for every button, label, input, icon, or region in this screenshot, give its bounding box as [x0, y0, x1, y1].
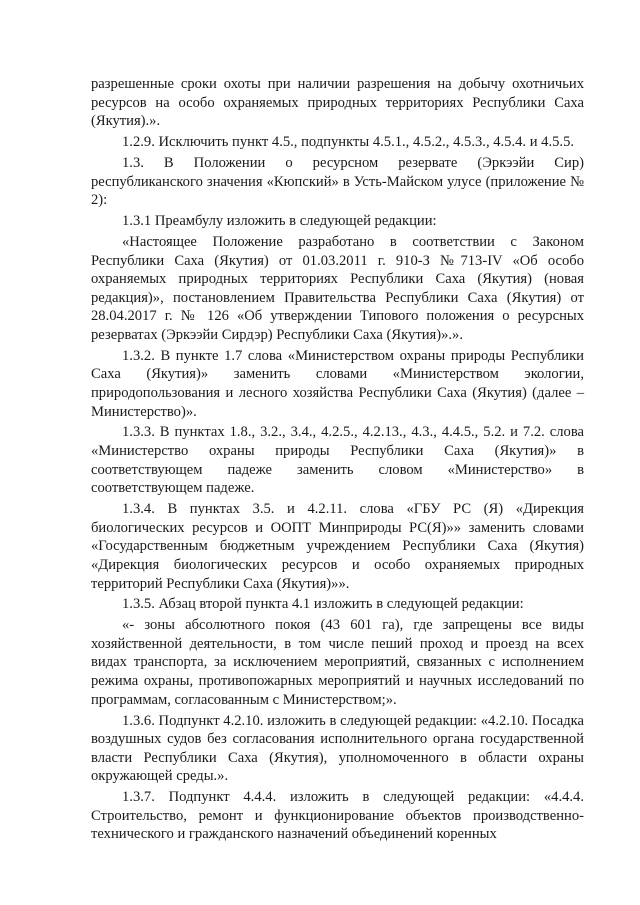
- paragraph-zone-quote: «- зоны абсолютного покоя (43 601 га), где запрещены все виды хозяйственной деятельности, в том числе пеший проход и проезд на всех видах транспорта, за исключением мероприятий, связанных с исполнением режима охраны, противопожарных мероприятий и научных исследований по программам, согласованным с Министерством;».: [91, 617, 584, 708]
- paragraph-1-3-6: 1.3.6. Подпункт 4.2.10. изложить в следующей редакции: «4.2.10. Посадка воздушных судов без согласования исполнительного органа государственной власти Республики Саха (Якутия), уполномоченного в области охраны окружающей среды.».: [91, 712, 584, 785]
- paragraph-preamble-quote: «Настоящее Положение разработано в соответствии с Законом Республики Саха (Якутия) от 01.03.2011 г. 910-З №713-IV «Об особо охраняемых природных территориях Республики Саха (Якутия) (новая редакция)», постановлением Правительства Республики Саха (Якутия) от 28.04.2017 г. № 126 «Об утверждении Типового положения о ресурсных резерватах (Эркээйи Сирдэр) Республики Саха (Якутия)».».: [91, 233, 584, 343]
- paragraph-1-3: 1.3. В Положении о ресурсном резервате (Эркээйи Сир) республиканского значения «Кюпский» в Усть-Майском улусе (приложение № 2):: [91, 154, 584, 209]
- paragraph-1-3-5: 1.3.5. Абзац второй пункта 4.1 изложить в следующей редакции:: [122, 596, 524, 613]
- document-body: [91, 75, 584, 846]
- paragraph-1-3-7: 1.3.7. Подпункт 4.4.4. изложить в следующей редакции: «4.4.4. Строительство, ремонт и функционирование объектов производственно-технического и гражданского назначений объединений коренных: [91, 789, 584, 843]
- paragraph-1-3-1: 1.3.1 Преамбулу изложить в следующей редакции:: [122, 213, 437, 230]
- paragraph-1-3-3: 1.3.3. В пунктах 1.8., 3.2., 3.4., 4.2.5., 4.2.13., 4.3., 4.4.5., 5.2. и 7.2. слова «Министерство охраны природы Республики Саха (Якутия)» в соответствующем падеже заменить словом «Министерство» в соответствующем падеже.: [91, 424, 584, 497]
- paragraph-1-2-9: 1.2.9. Исключить пункт 4.5., подпункты 4.5.1., 4.5.2., 4.5.3., 4.5.4. и 4.5.5.: [122, 134, 575, 151]
- paragraph-1-3-4: 1.3.4. В пунктах 3.5. и 4.2.11. слова «ГБУ РС (Я) «Дирекция биологических ресурсов и ООПТ Минприроды РС(Я)»» заменить словами «Государственным бюджетным учреждением Республики Саха (Якутия) «Дирекция биологических ресурсов и особо охраняемых природных территорий Республики Саха (Якутия)»».: [91, 501, 584, 592]
- paragraph-continuation: разрешенные сроки охоты при наличии разрешения на добычу охотничьих ресурсов на особо охраняемых природных территориях Республики Саха (Якутия).».: [91, 76, 584, 130]
- paragraph-1-3-2: 1.3.2. В пункте 1.7 слова «Министерством охраны природы Республики Саха (Якутия)» заменить словами «Министерством экологии, природопользования и лесного хозяйства Республики Саха (Якутия) (далее – Министерство)».: [91, 347, 584, 420]
